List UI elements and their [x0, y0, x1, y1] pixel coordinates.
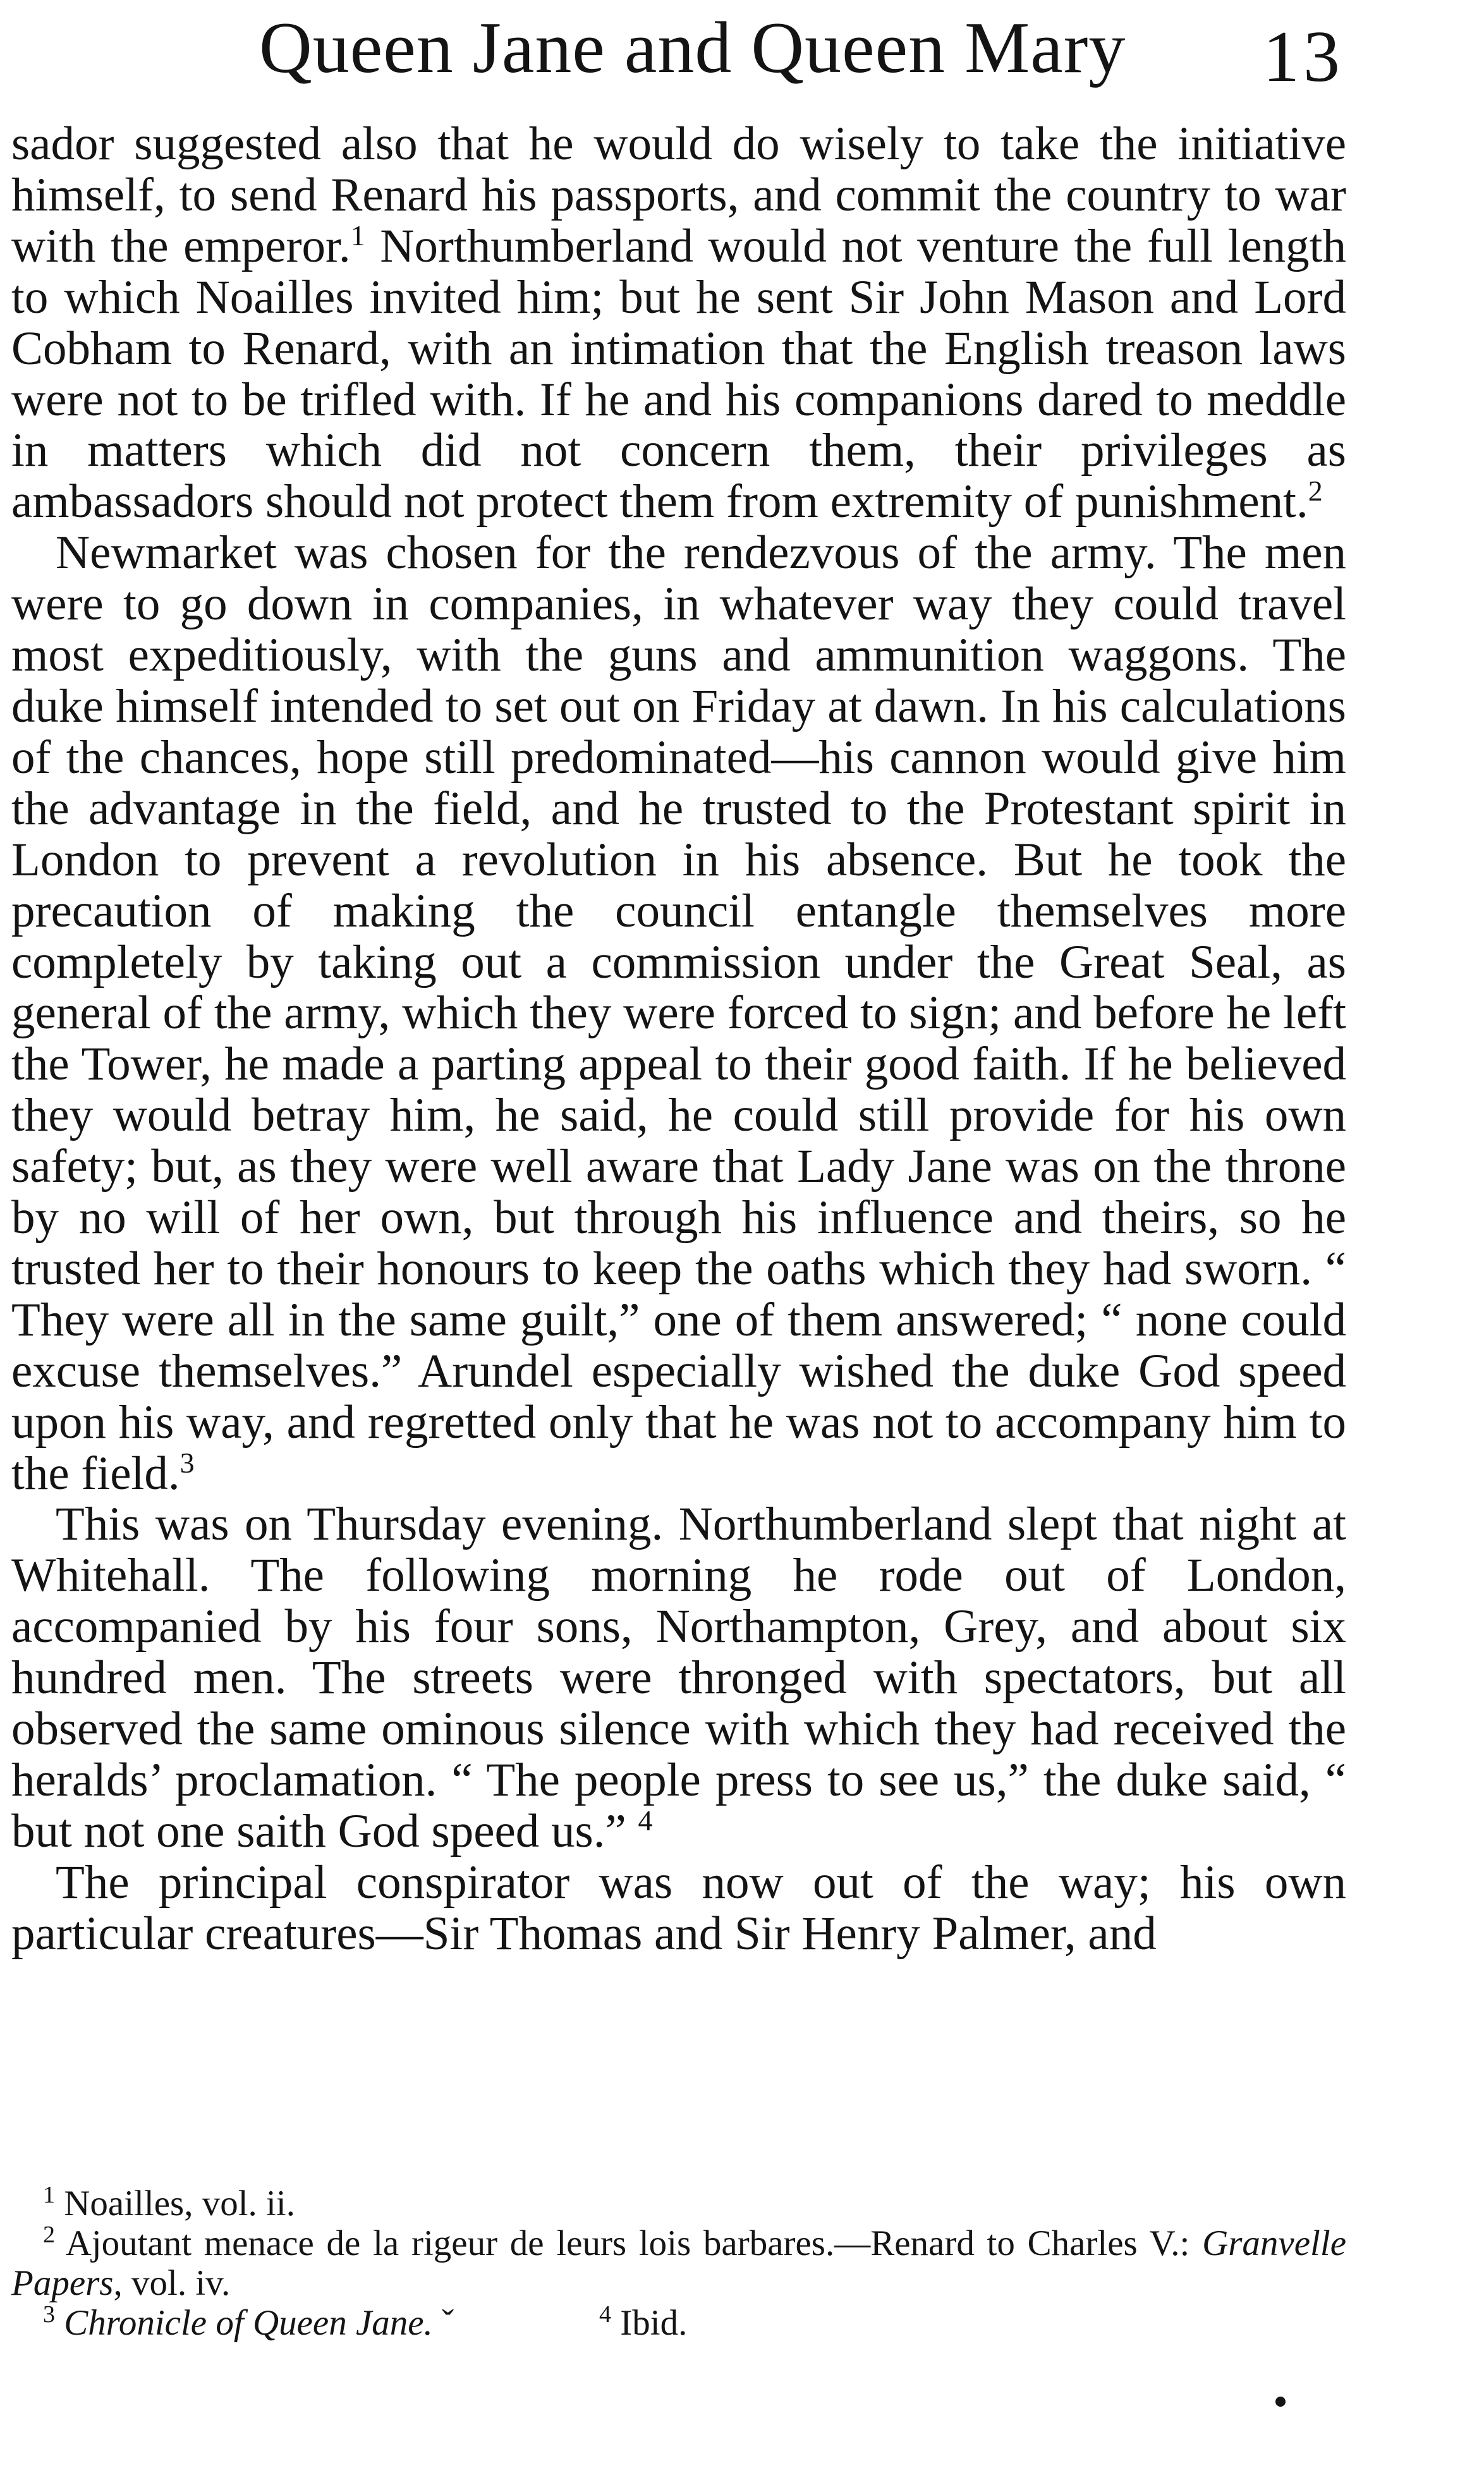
paragraph-3: This was on Thursday evening. Northumberland slept that night at Whitehall. The following morning he rode out of London, accompanied by his four sons, Northampton, Grey, and about six hundred men. The streets were thronged with spectators, but all observed the same ominous silence with which they had received the heralds’ proclamation. “ The people press to see us,” the duke said, “ but not one saith God speed us.” $^4$: [11, 1498, 1346, 1857]
stray-dot-mark: [1275, 2397, 1286, 2407]
footnote-3-4: $^3$ Chronicle of Queen Jane. ˇ $^4$ Ibid.: [43, 2301, 688, 2343]
footnote-1: $^1$ Noailles, vol. ii.: [43, 2182, 295, 2223]
footnote-ref-3: 3: [179, 1446, 195, 1479]
footnote-2: $^2$ Ajoutant menace de la rigeur de leurs lois barbares.—Renard to Charles V.: Granvelle Papers, vol. iv.: [11, 2222, 1346, 2303]
paragraph-2: Newmarket was chosen for the rendezvous of the army. The men were to go down in companies, in whatever way they could travel most expeditiously, with the guns and ammunition waggons. The duke himself intended to set out on Friday at dawn. In his calculations of the chances, hope still predominated—his cannon would give him the advantage in the field, and he trusted to the Protestant spirit in London to prevent a revolution in his absence. But he took the precaution of making the council entangle themselves more completely by taking out a commission under the Great Seal, as general of the army, which they were forced to sign; and before he left the Tower, he made a parting appeal to their good faith. If he believed they would betray him, he said, he could still provide for his own safety; but, as they were well aware that Lady Jane was on the throne by no will of her own, but through his influence and theirs, so he trusted her to their honours to keep the oaths which they had sworn. “ They were all in the same guilt,” one of them answered; “ none could excuse themselves.” Arundel especially wished the duke God speed upon his way, and regretted only that he was not to accompany him to the field.$^3$: [11, 526, 1346, 1500]
paragraph-1: sador suggested also that he would do wisely to take the initiative himself, to send Renard his passports, and commit the country to war with the emperor.$^1$ Northumberland would not venture the full length to which Noailles invited him; but he sent Sir John Mason and Lord Cobham to Renard, with an intimation that the English treason laws were not to be trifled with. If he and his companions dared to meddle in matters which did not concern them, their privileges as ambassadors should not protect them from extremity of punishment.$^2$: [11, 118, 1346, 528]
footnote-ref-2: 2: [1308, 475, 1323, 508]
footnote-ref-1: 1: [350, 219, 365, 252]
body-text: [11, 119, 1346, 1960]
running-head: Queen Jane and Queen Mary: [259, 8, 1126, 88]
page-header: [0, 6, 1484, 114]
page-number: 13: [1263, 16, 1344, 97]
paragraph-4: The principal conspirator was now out of the way; his own particular creatures—Sir Thomas and Sir Henry Palmer, and: [11, 1856, 1346, 1960]
footnote-ref-4: 4: [638, 1804, 653, 1837]
footnotes: [11, 2184, 1346, 2343]
